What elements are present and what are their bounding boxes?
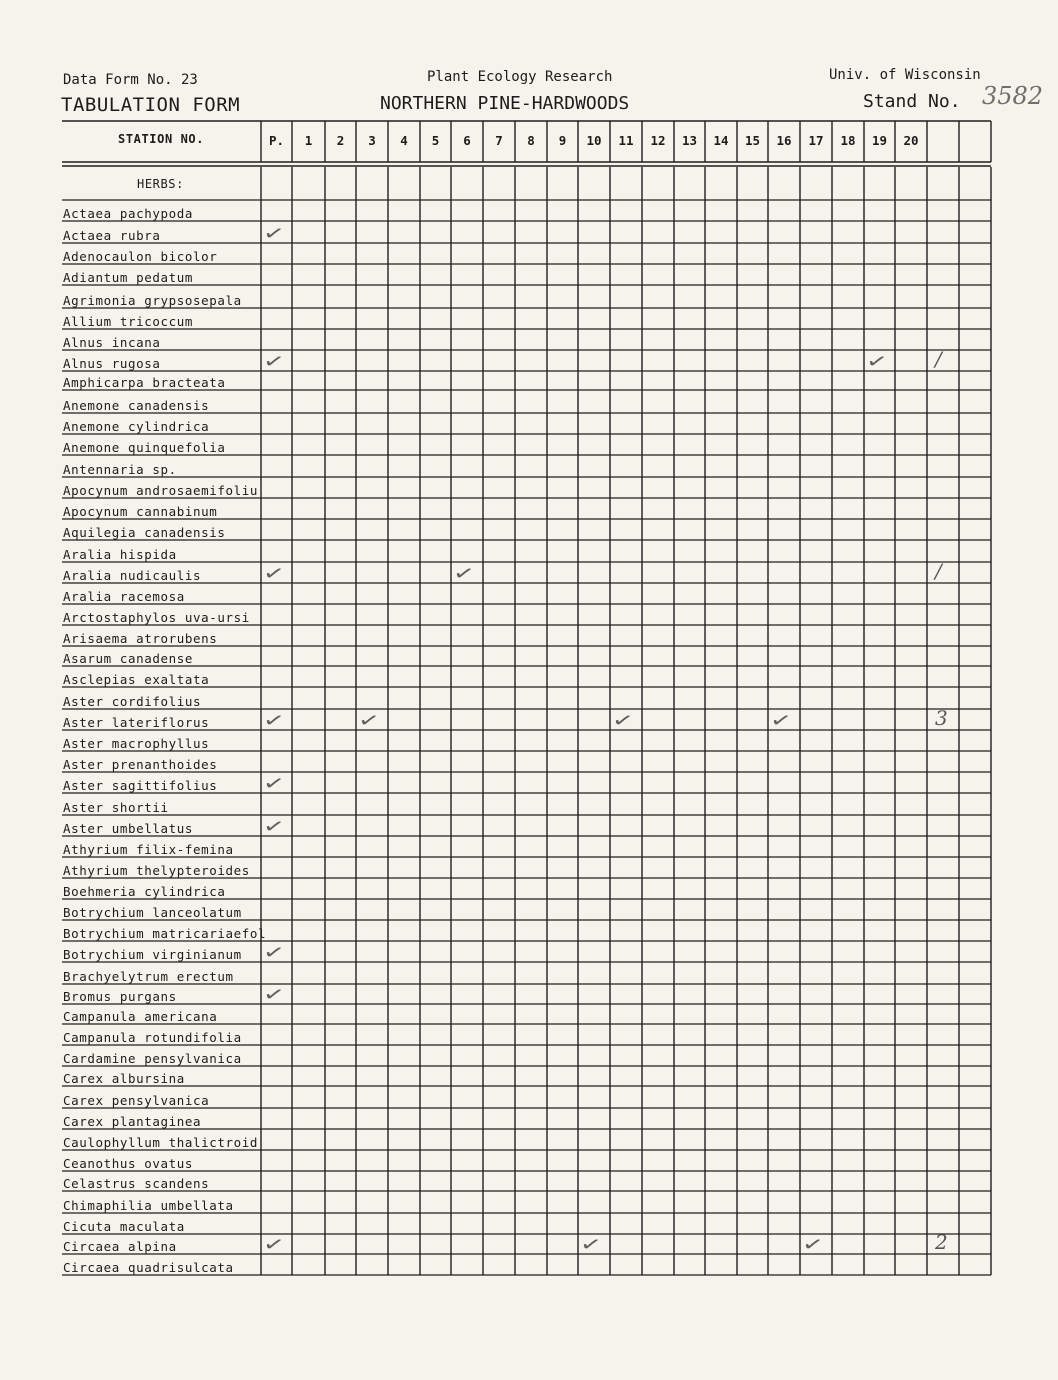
- check-mark: ✓: [263, 219, 285, 248]
- species-name: Cardamine pensylvanica: [63, 1051, 242, 1066]
- column-header: 5: [431, 133, 440, 148]
- species-name: Aster sagittifolius: [63, 778, 218, 793]
- column-header: 8: [527, 133, 535, 148]
- species-name: Aster lateriflorus: [63, 715, 210, 730]
- species-name: Arisaema atrorubens: [63, 631, 218, 646]
- column-header: 10: [586, 133, 602, 148]
- check-mark: ✓: [263, 938, 285, 967]
- species-name: Amphicarpa bracteata: [63, 375, 226, 390]
- species-name: Campanula americana: [63, 1009, 218, 1024]
- species-name: Botrychium lanceolatum: [63, 905, 242, 920]
- column-header: 11: [618, 133, 634, 148]
- check-mark: ✓: [580, 1230, 602, 1259]
- column-header: 17: [808, 133, 824, 148]
- species-name: Actaea rubra: [63, 228, 161, 243]
- column-header: 16: [776, 133, 792, 148]
- species-name: Anemone canadensis: [63, 398, 210, 413]
- check-mark: ✓: [263, 706, 285, 735]
- species-name: Aquilegia canadensis: [63, 525, 226, 540]
- species-name: Aster prenanthoides: [63, 757, 218, 772]
- species-name: Chimaphilia umbellata: [63, 1198, 234, 1213]
- row-total-handwritten: /: [935, 347, 942, 371]
- column-header: 12: [650, 133, 666, 148]
- species-name: Carex plantaginea: [63, 1114, 202, 1129]
- check-mark: ✓: [263, 559, 285, 588]
- column-header: 7: [495, 133, 503, 148]
- check-mark: ✓: [612, 706, 634, 735]
- check-mark: ✓: [263, 812, 285, 841]
- column-header: 1: [304, 133, 313, 148]
- check-mark: ✓: [358, 706, 380, 735]
- check-mark: ✓: [802, 1230, 824, 1259]
- species-name: Anemone quinquefolia: [63, 440, 226, 455]
- row-total-handwritten: /: [935, 559, 942, 583]
- column-header: 4: [400, 133, 408, 148]
- species-name: Carex albursina: [63, 1071, 185, 1086]
- species-name: Agrimonia grypsosepala: [63, 293, 242, 308]
- species-name: Cicuta maculata: [63, 1219, 185, 1234]
- stand-label: Stand No.: [863, 91, 961, 112]
- species-name: Alnus incana: [63, 335, 161, 350]
- species-name: Campanula rotundifolia: [63, 1030, 242, 1045]
- column-header: 15: [744, 133, 761, 148]
- row-total-handwritten: 2: [935, 1230, 948, 1254]
- species-name: Boehmeria cylindrica: [63, 884, 226, 899]
- check-mark: ✓: [263, 1230, 285, 1259]
- species-name: Botrychium virginianum: [63, 947, 242, 962]
- species-name: Athyrium filix-femina: [63, 842, 234, 857]
- university-heading: Univ. of Wisconsin: [829, 67, 981, 83]
- check-mark: ✓: [866, 347, 888, 376]
- column-header: P.: [268, 133, 285, 148]
- species-name: Arctostaphylos uva-ursi: [63, 610, 250, 625]
- form-number: Data Form No. 23: [63, 72, 198, 88]
- column-header: 14: [713, 133, 729, 148]
- stand-number-handwritten: 3582: [982, 82, 1044, 110]
- species-name: Bromus purgans: [63, 989, 177, 1004]
- species-name: Aralia racemosa: [63, 589, 185, 604]
- species-name: Aralia nudicaulis: [63, 568, 202, 583]
- species-name: Ceanothus ovatus: [63, 1156, 194, 1171]
- species-name: Aralia hispida: [63, 547, 177, 562]
- species-name: Athyrium thelypteroides: [63, 863, 250, 878]
- species-name: Antennaria sp.: [63, 462, 177, 477]
- species-name: Caulophyllum thalictroid: [63, 1135, 259, 1150]
- column-header: 3: [368, 133, 376, 148]
- species-name: Apocynum androsaemifoliu: [63, 483, 259, 498]
- species-name: Asclepias exaltata: [63, 672, 210, 687]
- species-name: Botrychium matricariaefol: [63, 926, 267, 941]
- species-name: Actaea pachypoda: [63, 206, 194, 221]
- check-mark: ✓: [453, 559, 475, 588]
- check-mark: ✓: [263, 769, 285, 798]
- species-name: Anemone cylindrica: [63, 419, 210, 434]
- species-name: Apocynum cannabinum: [63, 504, 218, 519]
- species-name: Allium tricoccum: [63, 314, 194, 329]
- column-header: 18: [840, 133, 856, 148]
- form-title: TABULATION FORM: [61, 94, 241, 116]
- column-header: 6: [463, 133, 471, 148]
- column-header: 13: [681, 133, 698, 148]
- species-name: Celastrus scandens: [63, 1176, 210, 1191]
- check-mark: ✓: [770, 706, 792, 735]
- check-mark: ✓: [263, 347, 285, 376]
- row-total-handwritten: 3: [935, 706, 948, 730]
- species-name: Alnus rugosa: [63, 356, 161, 371]
- station-no-label: STATION NO.: [118, 132, 205, 146]
- species-name: Adiantum pedatum: [63, 270, 194, 285]
- species-name: Brachyelytrum erectum: [63, 969, 234, 984]
- species-name: Aster umbellatus: [63, 821, 194, 836]
- species-name: Aster cordifolius: [63, 694, 202, 709]
- species-name: Aster macrophyllus: [63, 736, 210, 751]
- species-name: Aster shortii: [63, 800, 169, 815]
- section-heading-herbs: HERBS:: [137, 177, 184, 191]
- column-header: 20: [903, 133, 919, 148]
- species-name: Carex pensylvanica: [63, 1093, 210, 1108]
- form-subtitle: NORTHERN PINE-HARDWOODS: [380, 93, 630, 114]
- research-heading: Plant Ecology Research: [427, 69, 613, 85]
- column-header: 2: [336, 133, 345, 148]
- column-header: 19: [871, 133, 888, 148]
- species-name: Circaea alpina: [63, 1239, 177, 1254]
- column-header: 9: [558, 133, 567, 148]
- species-name: Circaea quadrisulcata: [63, 1260, 234, 1275]
- species-name: Adenocaulon bicolor: [63, 249, 218, 264]
- species-name: Asarum canadense: [63, 651, 194, 666]
- check-mark: ✓: [263, 980, 285, 1009]
